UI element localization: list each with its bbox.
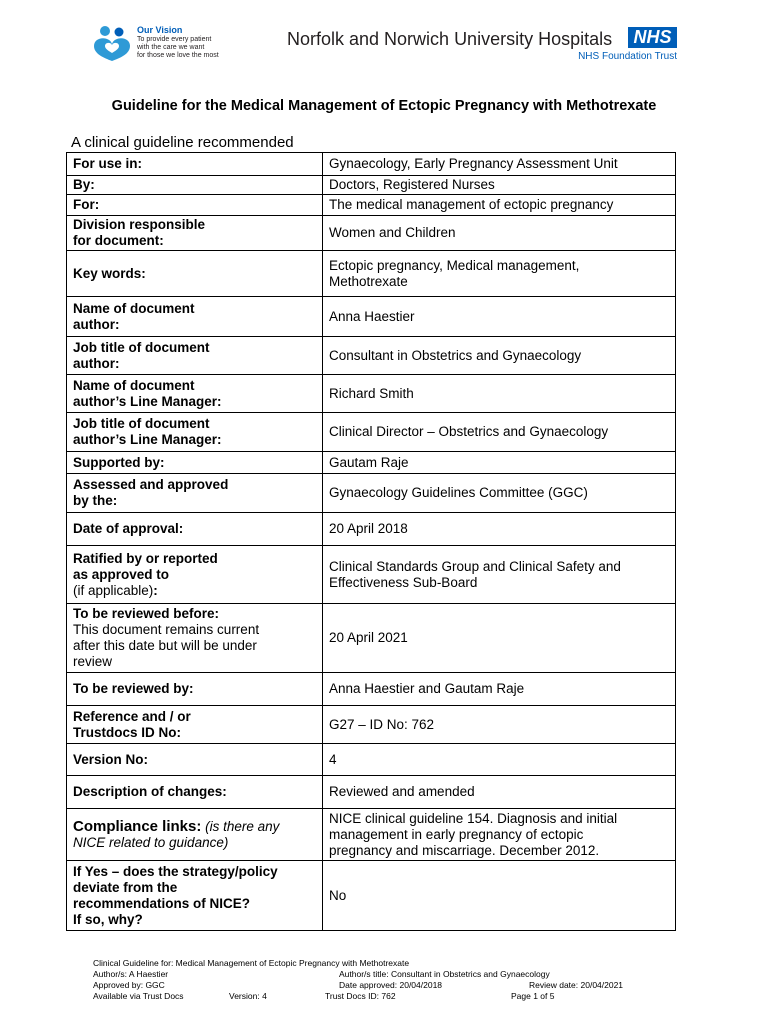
row-label [67,706,323,744]
footer-authors: Author/s: A Haestier [93,969,169,979]
row-label [67,809,323,861]
table-row [67,604,676,673]
table-row [67,744,676,776]
label-text: as approved to [73,566,170,582]
label-text: Key words: [73,265,146,281]
row-value [323,673,676,706]
label-text: Job title of document [73,339,210,355]
heart-people-icon [92,24,132,62]
value-text: Reviewed and amended [329,784,475,799]
table-row [67,297,676,337]
vision-line: To provide every patient [137,36,212,43]
row-value [323,413,676,452]
value-text: NICE clinical guideline 154. Diagnosis and initial [329,810,618,826]
table-row [67,776,676,809]
row-value [323,153,676,176]
row-value [323,337,676,375]
table-row [67,452,676,474]
row-value [323,195,676,216]
vision-line: for those we love the most [137,52,219,59]
label-text: Name of document [73,300,195,316]
nhs-logo: NHS [628,27,677,48]
value-text: 4 [329,751,337,767]
label-text: Ratified by or reported [73,550,218,566]
value-text: Doctors, Registered Nurses [329,177,495,192]
guideline-info-table [66,152,676,931]
label-text: If so, why? [73,911,143,927]
value-text: Richard Smith [329,385,414,401]
value-text: Clinical Standards Group and Clinical Safety and [329,558,621,574]
row-value [323,706,676,744]
label-text: Reference and / or [73,708,191,724]
label-text: Supported by: [73,454,165,470]
row-label [67,413,323,452]
table-row [67,546,676,604]
value-text: Anna Haestier [329,308,415,324]
row-value [323,546,676,604]
value-text: Anna Haestier and Gautam Raje [329,681,525,696]
label-text: (if applicable) [73,582,154,598]
label-text: By: [73,177,95,192]
label-text: Compliance links: [73,817,202,835]
value-text: Methotrexate [329,273,408,289]
row-value [323,452,676,474]
our-vision-logo [92,24,232,68]
value-text: pregnancy and miscarriage. December 2012. [329,842,600,858]
label-text: For: [73,197,100,212]
table-row [67,195,676,216]
label-note: review [73,654,113,669]
row-value [323,776,676,809]
label-text: author: [73,355,120,371]
label-text: deviate from the [73,879,178,895]
row-label [67,195,323,216]
row-value [323,297,676,337]
value-text: Effectiveness Sub-Board [329,574,478,590]
row-label [67,251,323,297]
label-text: recommendations of NICE? [73,895,251,911]
label-text: Description of changes: [73,784,227,799]
row-label [67,176,323,195]
label-text: Date of approval: [73,521,184,536]
page-footer [93,958,653,1002]
footer-approved-by: Approved by: GGC [93,980,165,990]
row-label [67,297,323,337]
label-note: (is there any [205,818,280,834]
label-text: author’s Line Manager: [73,432,222,447]
label-text: author: [73,316,120,332]
label-text: To be reviewed by: [73,681,194,696]
document-subheading: A clinical guideline recommended [71,134,294,151]
row-label [67,474,323,513]
trust-name: NHS Foundation Trust [578,51,677,62]
table-row [67,216,676,251]
label-text: To be reviewed before: [73,606,220,621]
table-row [67,153,676,176]
label-text: If Yes – does the strategy/policy [73,863,278,879]
label-text: : [153,582,158,598]
label-text: for document: [73,233,164,248]
table-row [67,809,676,861]
table-row [67,474,676,513]
value-text: Clinical Director – Obstetrics and Gynaecology [329,424,609,439]
row-value [323,604,676,673]
value-text: Ectopic pregnancy, Medical management, [329,257,580,273]
row-label [67,604,323,673]
row-value [323,809,676,861]
label-text: author’s Line Manager: [73,393,222,409]
label-text: Division responsible [73,217,206,232]
row-label [67,673,323,706]
value-text: No [329,887,347,903]
value-text: The medical management of ectopic pregnancy [329,197,614,212]
row-label [67,861,323,931]
table-row [67,706,676,744]
label-text: Assessed and approved [73,477,229,492]
table-row [67,513,676,546]
row-label [67,776,323,809]
row-value [323,251,676,297]
row-label [67,375,323,413]
value-text: Women and Children [329,225,456,240]
row-label [67,337,323,375]
row-value [323,216,676,251]
table-row [67,251,676,297]
vision-title: Our Vision [137,25,183,35]
footer-author-title: Author/s title: Consultant in Obstetrics and Gynaecology [339,969,550,979]
table-row [67,337,676,375]
row-value [323,513,676,546]
row-label [67,153,323,176]
footer-guideline: Clinical Guideline for: Medical Management of Ectopic Pregnancy with Methotrexate [93,958,410,968]
label-note: after this date but will be under [73,638,257,653]
value-text: G27 – ID No: 762 [329,716,435,732]
table-row [67,176,676,195]
label-note: This document remains current [73,622,260,637]
label-note: NICE related to guidance) [73,834,229,850]
label-text: Job title of document [73,416,210,431]
table-row [67,375,676,413]
value-text: 20 April 2018 [329,521,408,536]
row-value [323,474,676,513]
value-text: Consultant in Obstetrics and Gynaecology [329,347,582,363]
footer-trust-docs-id: Trust Docs ID: 762 [325,991,396,1001]
footer-review-date: Review date: 20/04/2021 [529,980,624,990]
value-text: Gautam Raje [329,454,409,470]
row-value [323,375,676,413]
row-value [323,861,676,931]
label-text: Trustdocs ID No: [73,724,182,740]
label-text: For use in: [73,156,143,171]
table-row [67,861,676,931]
footer-page-number: Page 1 of 5 [511,991,555,1001]
label-text: Name of document [73,377,195,393]
label-text: by the: [73,493,118,508]
value-text: 20 April 2021 [329,630,408,645]
value-text: management in early pregnancy of ectopic [329,826,584,842]
row-value [323,176,676,195]
row-value [323,744,676,776]
label-text: Version No: [73,751,149,767]
vision-line: with the care we want [137,44,205,51]
footer-date-approved: Date approved: 20/04/2018 [339,980,443,990]
row-label [67,546,323,604]
row-label [67,744,323,776]
value-text: Gynaecology Guidelines Committee (GGC) [329,485,588,500]
footer-version: Version: 4 [229,991,267,1001]
value-text: Gynaecology, Early Pregnancy Assessment Unit [329,156,618,171]
footer-available: Available via Trust Docs [93,991,184,1001]
row-label [67,452,323,474]
page-header [0,0,768,80]
row-label [67,216,323,251]
document-title: Guideline for the Medical Management of Ectopic Pregnancy with Methotrexate [111,98,657,114]
hospital-name: Norfolk and Norwich University Hospitals [287,29,613,49]
row-label [67,513,323,546]
table-row [67,673,676,706]
table-row [67,413,676,452]
